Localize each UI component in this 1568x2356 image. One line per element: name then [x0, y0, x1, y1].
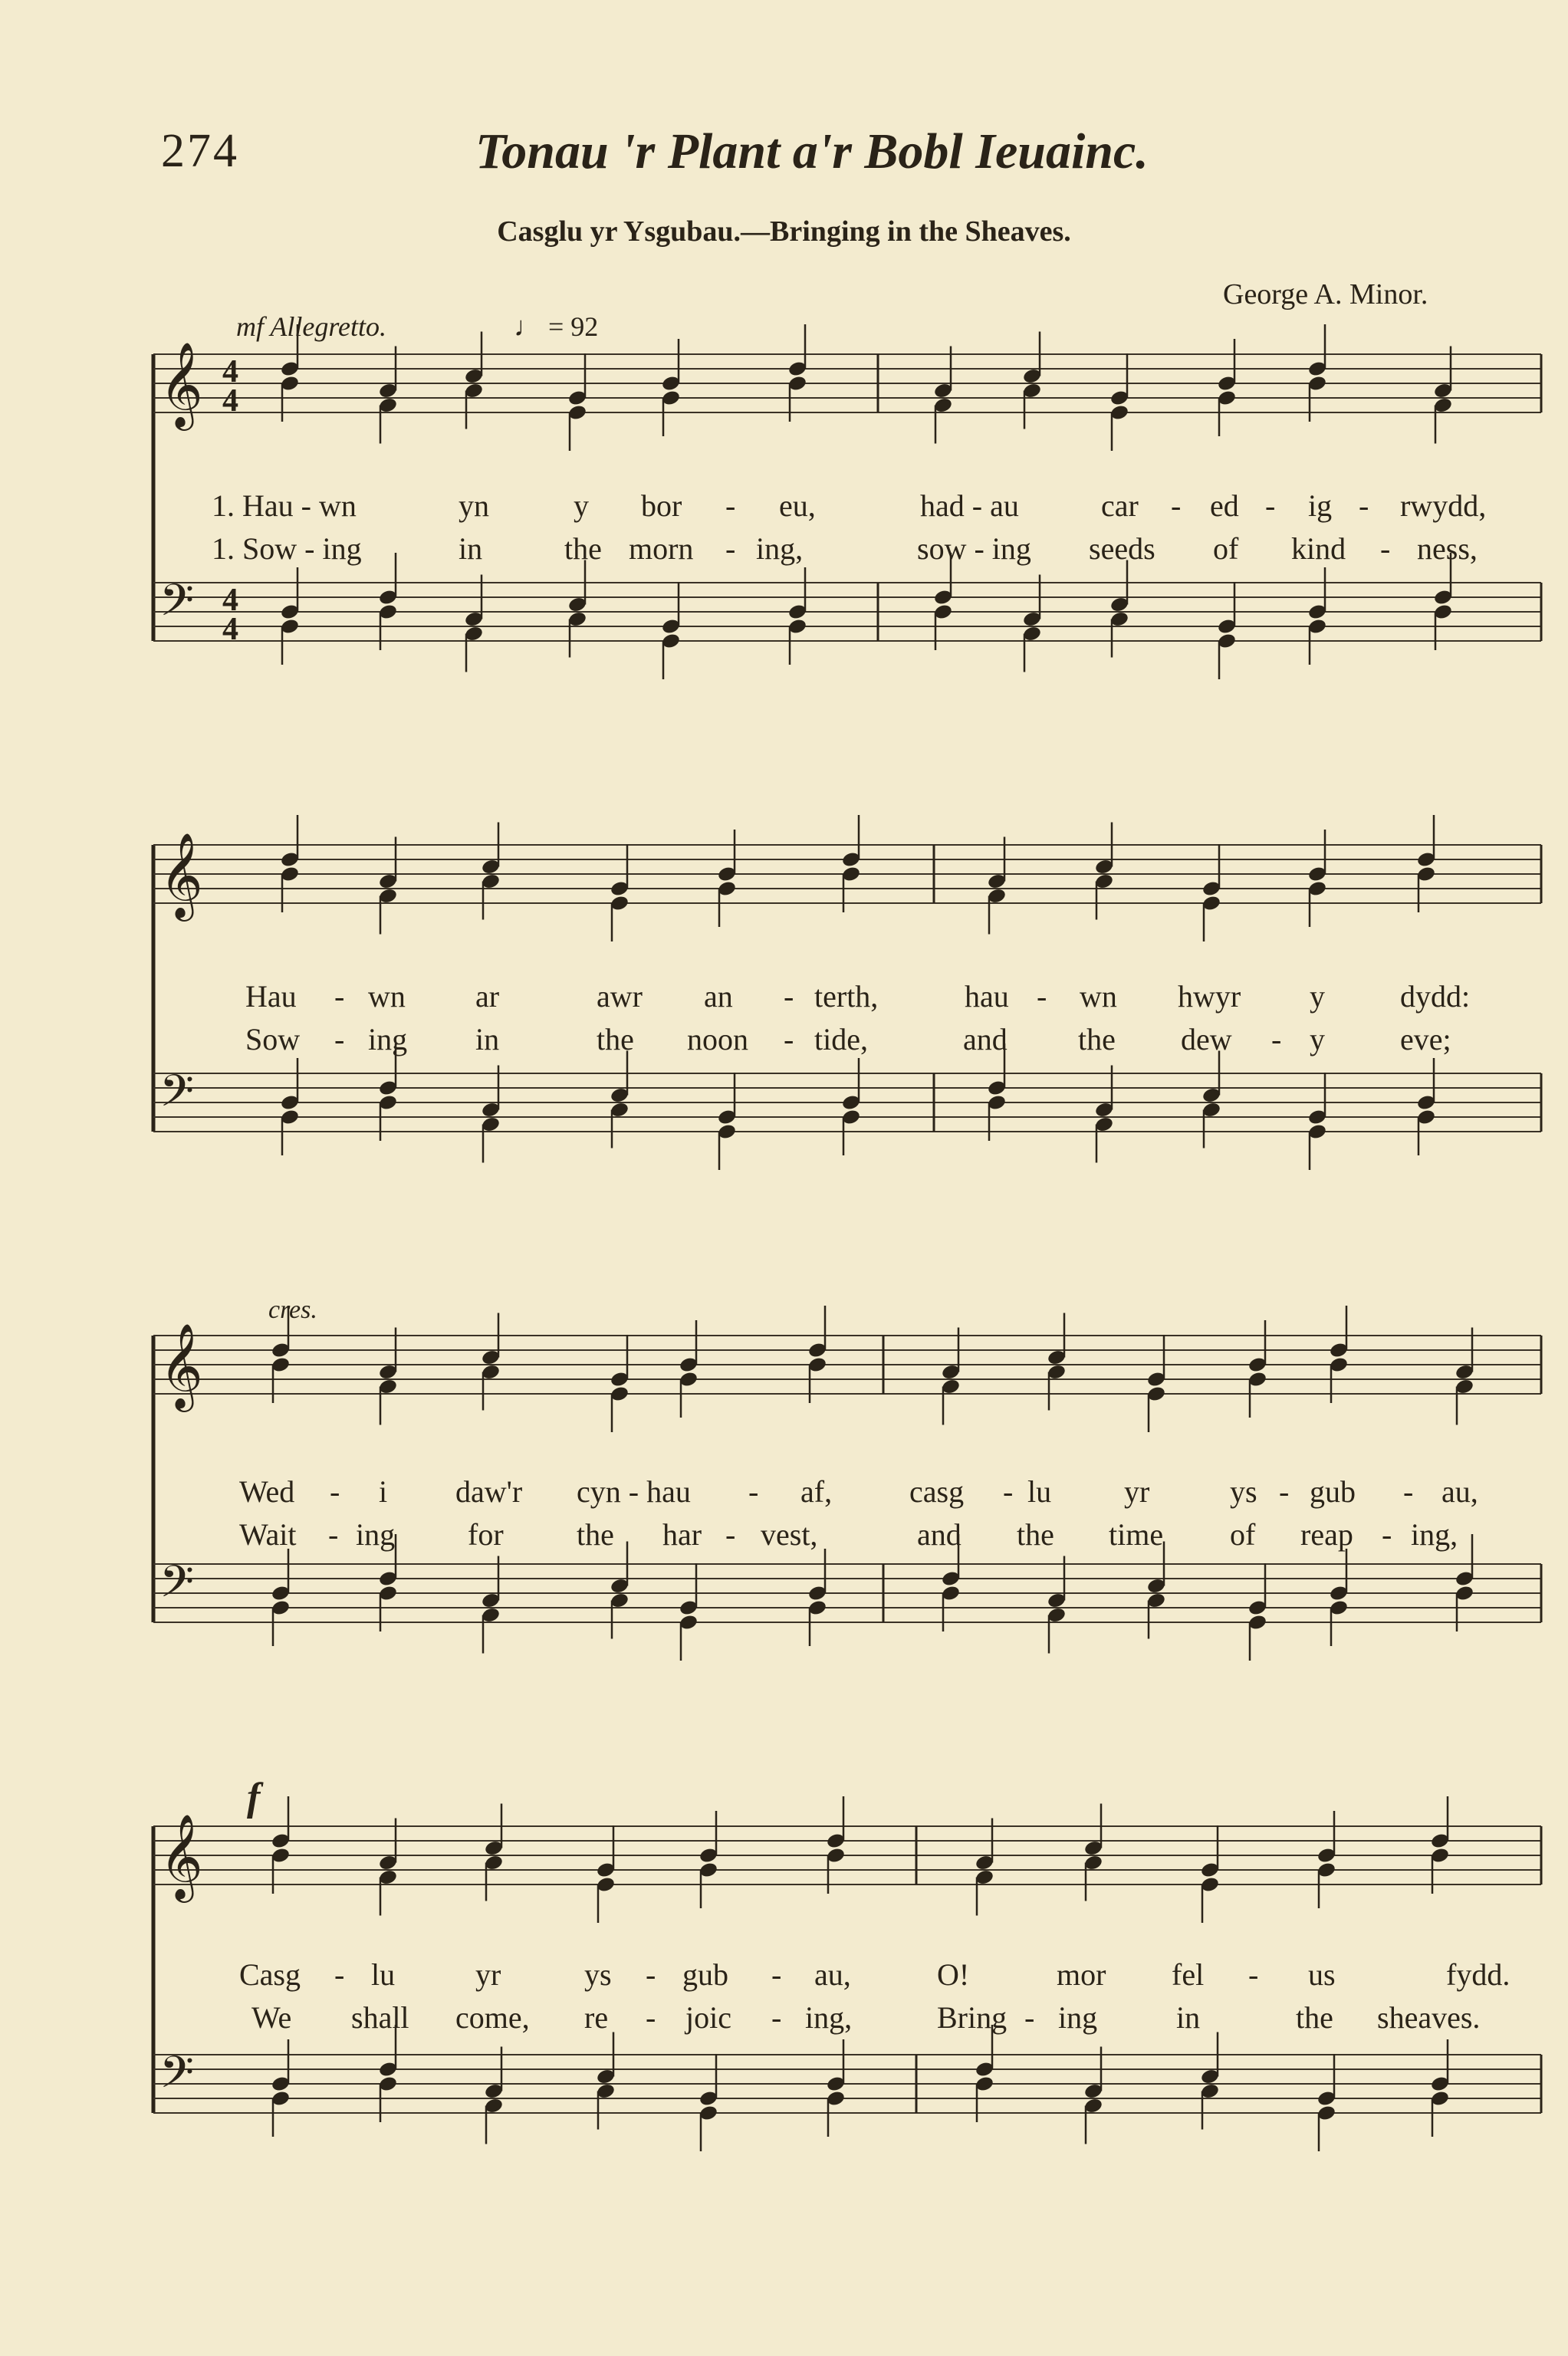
- lyric-syllable: sow - ing: [917, 531, 1031, 566]
- lyric-syllable: had - au: [920, 488, 1019, 523]
- lyric-syllable: dew: [1181, 1022, 1232, 1056]
- lyric-syllable: -: [725, 488, 736, 523]
- lyric-syllable: ing: [368, 1022, 408, 1056]
- lyric-syllable: in: [459, 531, 483, 566]
- lyric-syllable: hau: [965, 979, 1009, 1014]
- lyric-syllable: reap: [1300, 1517, 1353, 1552]
- treble-clef-icon: 𝄞: [159, 832, 203, 918]
- lyric-syllable: i: [379, 1474, 388, 1509]
- lyric-syllable: terth,: [814, 979, 879, 1014]
- lyric-syllable: af,: [800, 1474, 833, 1509]
- lyric-syllable: yr: [1124, 1474, 1150, 1509]
- lyric-syllable: y: [1310, 1022, 1325, 1056]
- lyrics-welsh-system-3: [0, 1474, 1568, 1513]
- lyric-syllable: ys: [1230, 1474, 1257, 1509]
- lyric-syllable: the: [1078, 1022, 1116, 1056]
- lyric-syllable: y: [574, 488, 589, 523]
- lyric-syllable: lu: [1027, 1474, 1052, 1509]
- lyric-syllable: -: [1382, 1517, 1392, 1552]
- lyric-syllable: gub: [682, 1957, 728, 1992]
- lyrics-welsh-system-1: [0, 488, 1568, 527]
- lyric-syllable: -: [771, 1957, 782, 1992]
- lyric-syllable: We: [251, 2000, 292, 2035]
- lyric-syllable: in: [1176, 2000, 1201, 2035]
- lyric-syllable: -: [1265, 488, 1276, 523]
- lyric-syllable: cyn - hau: [577, 1474, 691, 1509]
- bass-clef-icon: 𝄢: [159, 574, 195, 637]
- lyric-syllable: Bring: [937, 2000, 1008, 2035]
- lyric-syllable: eu,: [779, 488, 816, 523]
- lyric-syllable: -: [1171, 488, 1182, 523]
- lyric-syllable: ar: [475, 979, 500, 1014]
- lyric-syllable: ed: [1210, 488, 1239, 523]
- bass-clef-icon: 𝄢: [159, 1065, 195, 1128]
- lyric-syllable: -: [725, 531, 736, 566]
- lyric-syllable: -: [771, 2000, 782, 2035]
- lyric-syllable: ys: [584, 1957, 612, 1992]
- time-signature-icon: 4: [222, 354, 238, 389]
- lyric-syllable: an: [704, 979, 733, 1014]
- lyric-syllable: of: [1213, 531, 1239, 566]
- tempo-marking: mf Allegretto.: [236, 311, 386, 342]
- metronome-value: = 92: [548, 311, 599, 342]
- lyric-syllable: vest,: [761, 1517, 818, 1552]
- lyric-syllable: wn: [368, 979, 406, 1014]
- lyric-syllable: for: [468, 1517, 504, 1552]
- lyric-syllable: tide,: [814, 1022, 868, 1056]
- page-number: 274: [161, 125, 239, 177]
- lyric-syllable: au,: [814, 1957, 851, 1992]
- lyric-syllable: O!: [937, 1957, 970, 1992]
- lyric-syllable: Sow: [245, 1022, 301, 1056]
- lyric-syllable: -: [646, 2000, 656, 2035]
- lyric-syllable: -: [784, 979, 794, 1014]
- lyric-syllable: fel: [1172, 1957, 1205, 1992]
- lyric-syllable: -: [748, 1474, 759, 1509]
- lyric-syllable: car: [1101, 488, 1139, 523]
- lyric-syllable: ing,: [756, 531, 804, 566]
- lyric-syllable: time: [1109, 1517, 1164, 1552]
- lyric-syllable: and: [963, 1022, 1008, 1056]
- lyric-syllable: -: [334, 1022, 345, 1056]
- lyric-syllable: awr: [597, 979, 643, 1014]
- lyric-syllable: -: [330, 1474, 340, 1509]
- lyric-syllable: eve;: [1400, 1022, 1451, 1056]
- lyric-syllable: kind: [1291, 531, 1346, 566]
- time-signature-icon: 4: [222, 612, 238, 647]
- lyric-syllable: -: [1037, 979, 1047, 1014]
- lyric-syllable: morn: [629, 531, 694, 566]
- treble-clef-icon: 𝄞: [159, 341, 203, 427]
- lyric-syllable: the: [597, 1022, 634, 1056]
- lyric-syllable: -: [784, 1022, 794, 1056]
- lyric-syllable: joic: [685, 2000, 731, 2035]
- lyric-syllable: yn: [459, 488, 489, 523]
- lyric-syllable: -: [1279, 1474, 1290, 1509]
- forte-mark: f: [247, 1776, 261, 1819]
- lyric-syllable: re: [584, 2000, 609, 2035]
- lyrics-welsh-system-4: [0, 1957, 1568, 1996]
- lyric-syllable: ig: [1308, 488, 1333, 523]
- lyric-syllable: -: [1359, 488, 1369, 523]
- lyrics-welsh-system-2: [0, 978, 1568, 1018]
- lyric-syllable: of: [1230, 1517, 1256, 1552]
- lyric-syllable: 1. Sow - ing: [212, 531, 362, 566]
- lyric-syllable: 1. Hau - wn: [212, 488, 357, 523]
- lyric-syllable: sheaves.: [1377, 2000, 1481, 2035]
- lyric-syllable: yr: [475, 1957, 501, 1992]
- book-title: Tonau 'r Plant a'r Bobl Ieuainc.: [475, 123, 1149, 179]
- lyrics-english-system-4: [0, 1999, 1568, 2039]
- lyric-syllable: us: [1308, 1957, 1336, 1992]
- treble-clef-icon: 𝄞: [159, 1323, 203, 1408]
- lyric-syllable: -: [1271, 1022, 1282, 1056]
- lyric-syllable: -: [1003, 1474, 1014, 1509]
- lyric-syllable: the: [564, 531, 602, 566]
- time-signature-icon: 4: [222, 583, 238, 618]
- lyric-syllable: har: [662, 1517, 702, 1552]
- lyric-syllable: ing,: [805, 2000, 853, 2035]
- composer: George A. Minor.: [1223, 278, 1428, 311]
- lyric-syllable: Hau: [245, 979, 297, 1014]
- time-signature-icon: 4: [222, 383, 238, 419]
- lyric-syllable: y: [1310, 979, 1325, 1014]
- lyric-syllable: in: [475, 1022, 500, 1056]
- lyric-syllable: -: [646, 1957, 656, 1992]
- lyric-syllable: wn: [1080, 979, 1117, 1014]
- lyric-syllable: ing: [356, 1517, 396, 1552]
- lyric-syllable: -: [1380, 531, 1391, 566]
- lyric-syllable: Casg: [239, 1957, 301, 1992]
- lyric-syllable: Wait: [239, 1517, 297, 1552]
- bass-clef-icon: 𝄢: [159, 1556, 195, 1618]
- lyric-syllable: ing,: [1411, 1517, 1458, 1552]
- lyric-syllable: and: [917, 1517, 962, 1552]
- lyric-syllable: Wed: [239, 1474, 295, 1509]
- lyric-syllable: hwyr: [1178, 979, 1241, 1014]
- quarter-note-icon: ♩: [514, 311, 541, 342]
- lyric-syllable: daw'r: [455, 1474, 523, 1509]
- lyric-syllable: ing: [1058, 2000, 1098, 2035]
- crescendo-mark: cres.: [268, 1296, 317, 1324]
- lyric-syllable: noon: [687, 1022, 748, 1056]
- lyric-syllable: au,: [1441, 1474, 1478, 1509]
- lyric-syllable: rwydd,: [1400, 488, 1487, 523]
- lyric-syllable: the: [1017, 1517, 1054, 1552]
- lyric-syllable: -: [1403, 1474, 1414, 1509]
- lyric-syllable: fydd.: [1446, 1957, 1510, 1992]
- lyric-syllable: the: [1296, 2000, 1333, 2035]
- lyric-syllable: dydd:: [1400, 979, 1471, 1014]
- lyric-syllable: shall: [351, 2000, 409, 2035]
- lyric-syllable: -: [328, 1517, 339, 1552]
- lyric-syllable: -: [1248, 1957, 1259, 1992]
- bass-clef-icon: 𝄢: [159, 2046, 195, 2109]
- lyric-syllable: -: [725, 1517, 736, 1552]
- lyric-syllable: mor: [1057, 1957, 1106, 1992]
- hymn-title: Casglu yr Ysgubau.—Bringing in the Sheaves.: [497, 215, 1071, 248]
- lyrics-english-system-2: [0, 1021, 1568, 1061]
- lyric-syllable: come,: [455, 2000, 530, 2035]
- lyric-syllable: bor: [641, 488, 682, 523]
- lyric-syllable: -: [334, 1957, 345, 1992]
- lyric-syllable: seeds: [1089, 531, 1155, 566]
- lyric-syllable: the: [577, 1517, 614, 1552]
- treble-clef-icon: 𝄞: [159, 1813, 203, 1899]
- lyric-syllable: lu: [371, 1957, 396, 1992]
- lyric-syllable: ness,: [1417, 531, 1478, 566]
- lyric-syllable: casg: [909, 1474, 965, 1509]
- lyric-syllable: -: [334, 979, 345, 1014]
- lyrics-english-system-3: [0, 1516, 1568, 1556]
- lyric-syllable: gub: [1310, 1474, 1356, 1509]
- lyric-syllable: -: [1024, 2000, 1035, 2035]
- lyrics-english-system-1: [0, 531, 1568, 570]
